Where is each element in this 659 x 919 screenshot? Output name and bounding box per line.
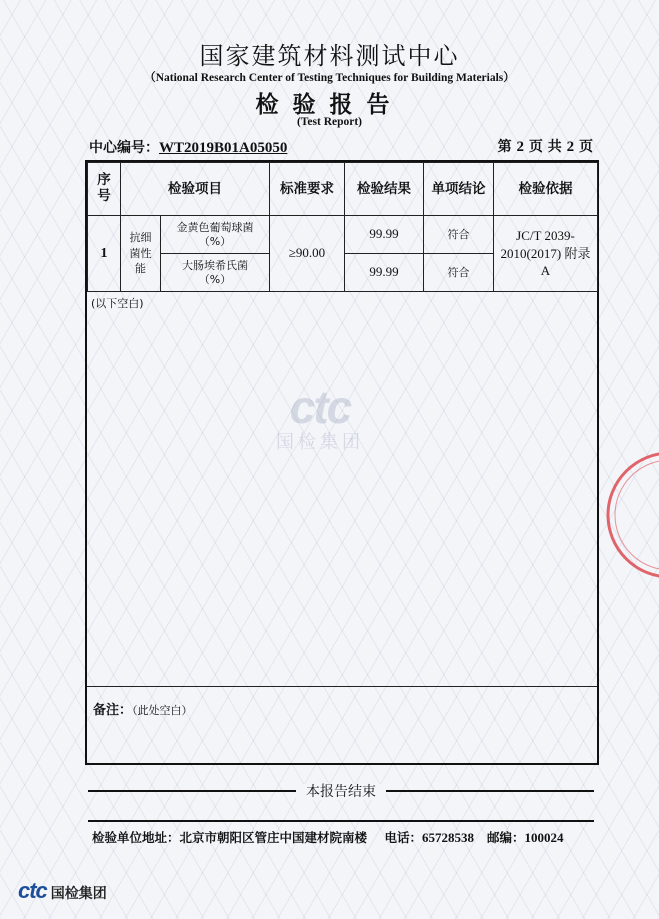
footer-logo-text: 国检集团 <box>50 886 107 902</box>
watermark-logo: ctc <box>289 381 351 433</box>
table-row <box>88 216 598 254</box>
report-frame <box>85 160 599 765</box>
footer-address <box>92 828 564 846</box>
address-label: 检验单位地址： <box>92 830 180 845</box>
table-header-row <box>88 163 598 216</box>
ctc-logo-icon: ctc <box>18 878 47 903</box>
watermark-text: 国检集团 <box>276 432 364 453</box>
end-text: 本报告结束 <box>296 784 386 800</box>
page-mid: 页 共 <box>528 139 562 155</box>
header-standard: 标准要求 <box>270 163 345 216</box>
remarks-label <box>93 699 193 718</box>
page-suffix: 页 <box>579 139 593 155</box>
row-seq: 1 <box>88 216 121 292</box>
postcode-value: 100024 <box>524 830 564 845</box>
center-number-value: WT2019B01A05050 <box>159 140 288 156</box>
seal-stamp-icon <box>600 440 659 590</box>
subitem-name: 大肠埃希氏菌（%） <box>161 254 270 292</box>
header-seq: 序号 <box>88 163 121 216</box>
row-category: 抗细菌性能 <box>121 216 161 292</box>
header-item: 检验项目 <box>121 163 270 216</box>
header-result: 检验结果 <box>345 163 424 216</box>
center-number <box>89 137 287 157</box>
subitem-name: 金黄色葡萄球菌（%） <box>161 216 270 254</box>
header-basis: 检验依据 <box>494 163 598 216</box>
remarks-text: （此处空白） <box>132 704 193 717</box>
phone-label: 电话： <box>384 830 422 845</box>
subitem-conclusion: 符合 <box>424 254 494 292</box>
footer-logo <box>18 878 107 904</box>
watermark <box>230 380 410 454</box>
header-conclusion: 单项结论 <box>424 163 494 216</box>
postcode-label: 邮编： <box>487 830 525 845</box>
row-standard: ≥90.00 <box>270 216 345 292</box>
row-basis: JC/T 2039-2010(2017) 附录A <box>494 216 598 292</box>
blank-below-note: (以下空白) <box>91 297 144 310</box>
footer-separator <box>88 820 594 822</box>
subitem-conclusion: 符合 <box>424 216 494 254</box>
remarks-section <box>87 686 597 764</box>
subitem-result: 99.99 <box>345 216 424 254</box>
address-value: 北京市朝阳区管庄中国建材院南楼 <box>179 830 368 845</box>
center-title-cn: 国家建筑材料测试中心 <box>199 42 460 70</box>
page-prefix: 第 <box>497 139 512 155</box>
page-current: 2 <box>516 139 524 155</box>
page-info <box>498 136 593 156</box>
report-end <box>88 782 594 798</box>
report-title-cn: 检验报告 <box>255 92 404 118</box>
remarks-label-text: 备注： <box>93 703 133 718</box>
page-total: 2 <box>566 139 575 155</box>
center-number-label: 中心编号： <box>89 140 159 156</box>
phone-value: 65728538 <box>421 830 474 845</box>
center-title-en: （National Research Center of Testing Techniques for Building Materials） <box>144 72 515 84</box>
subitem-result: 99.99 <box>345 254 424 292</box>
result-table <box>87 162 598 292</box>
report-title-en: (Test Report) <box>296 116 363 128</box>
